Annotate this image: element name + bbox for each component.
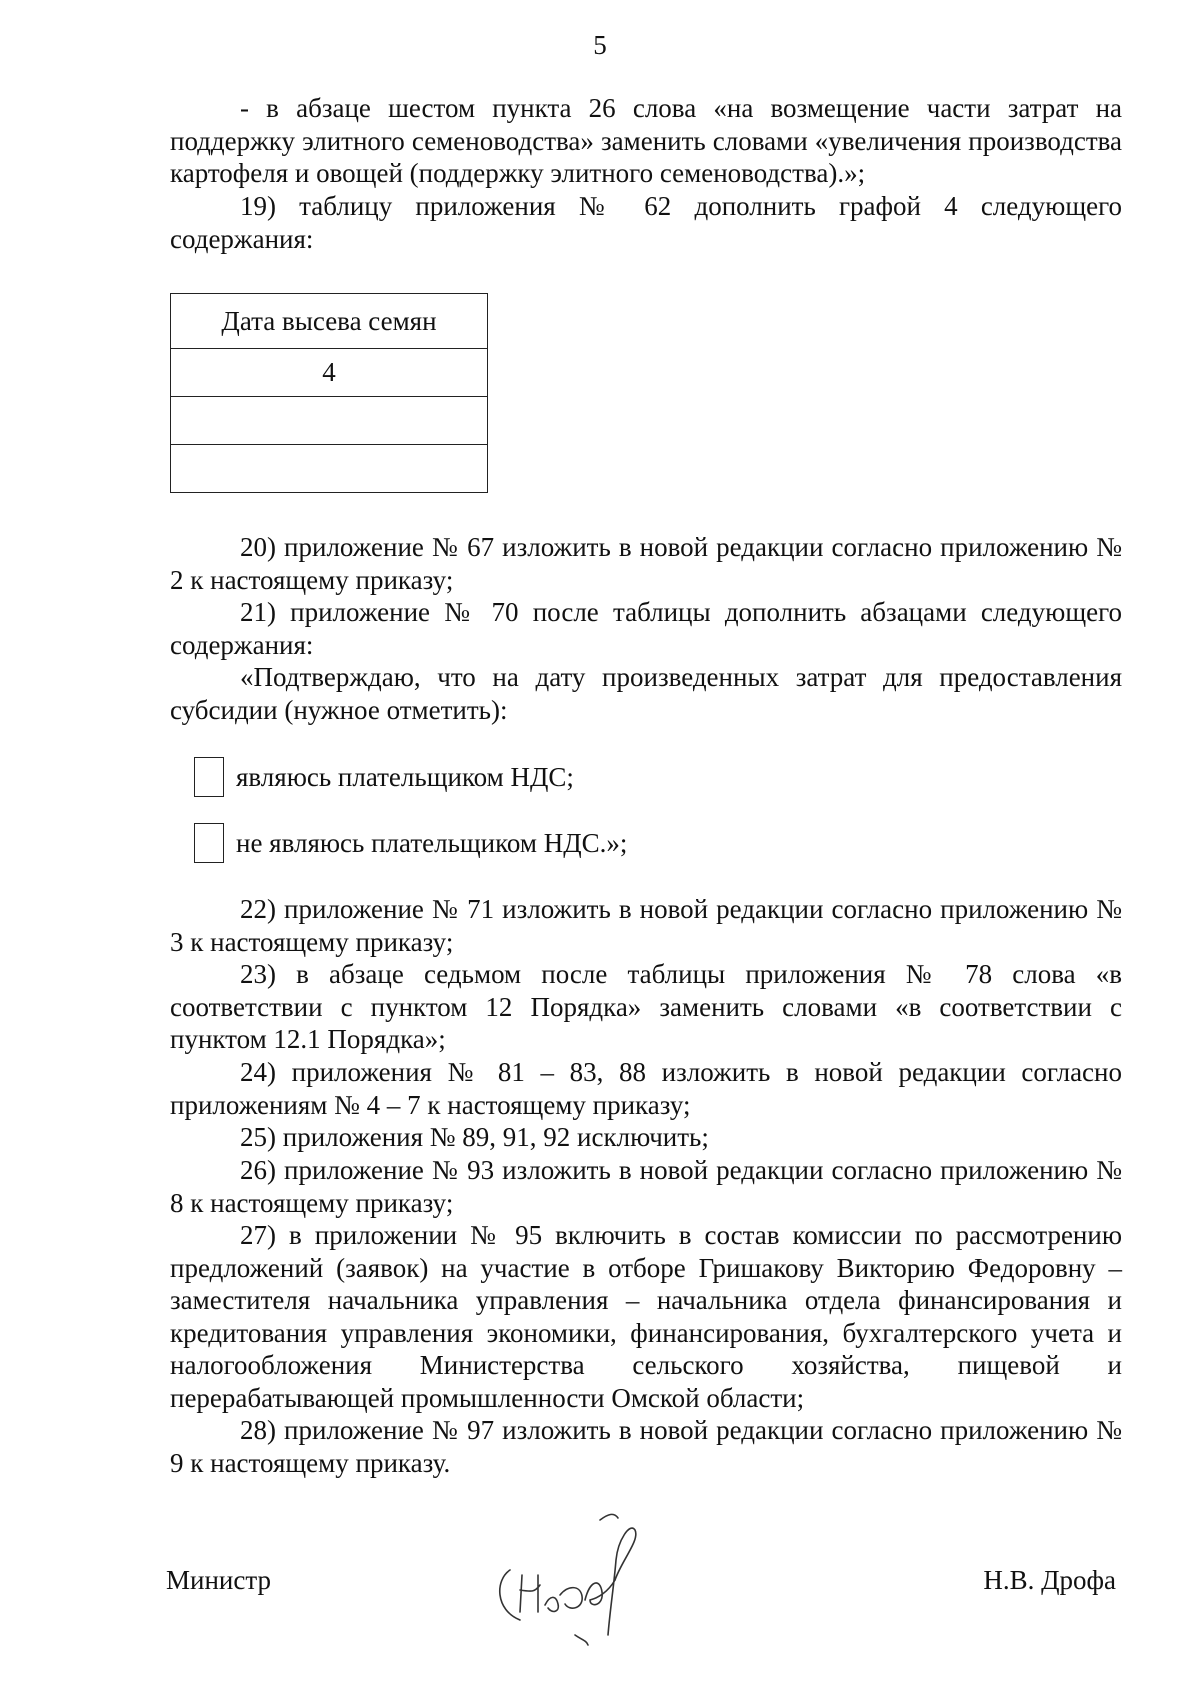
paragraph-item-25: 25) приложения № 89, 91, 92 исключить; (240, 1122, 709, 1152)
signature-block (0, 1555, 1200, 1695)
paragraph-item-23: 23) в абзаце седьмом после таблицы приложения № 78 слова «в соответствии с пунктом 12 Порядка» заменить словами «в соответствии с пунктом 12.1 Порядка»; (170, 959, 1122, 1054)
signatory-title: Министр (166, 1565, 271, 1595)
paragraph-item-24: 24) приложения № 81 – 83, 88 изложить в новой редакции согласно приложениям № 4 – 7 к настоящему приказу; (170, 1057, 1122, 1120)
paragraph-item-19: 19) таблицу приложения № 62 дополнить графой 4 следующего содержания: (170, 191, 1122, 254)
table-header-cell: Дата высева семян (171, 294, 488, 349)
paragraph-item-26-amendment: - в абзаце шестом пункта 26 слова «на возмещение части затрат на поддержку элитного семеноводства» заменить словами «увеличения производства картофеля и овощей (поддержку элитного семеноводства).»; (170, 93, 1122, 188)
checkbox-row-vat-payer[interactable] (194, 757, 574, 797)
paragraph-item-28: 28) приложение № 97 изложить в новой редакции согласно приложению № 9 к настоящему приказу. (170, 1415, 1122, 1478)
checkbox-vat-payer[interactable] (194, 757, 224, 797)
checkbox-row-not-vat-payer[interactable] (194, 823, 627, 863)
checkbox-label: являюсь плательщиком НДС; (236, 761, 574, 792)
signatory-name: Н.В. Дрофа (983, 1565, 1116, 1595)
handwritten-signature-image (490, 1500, 660, 1650)
graph-4-table (170, 293, 488, 493)
table-number-cell: 4 (171, 349, 488, 397)
paragraph-item-27: 27) в приложении № 95 включить в состав комиссии по рассмотрению предложений (заявок) на участие в отборе Гришакову Викторию Федоровну – заместителя начальника управления – начальника отдела финансирования и кредитования управления экономики, финансирования, бухгалтерского учета и налогообложения Министерства сельского хозяйства, пищевой и перерабатывающей промышленности Омской области; (170, 1220, 1122, 1413)
page-number: 5 (593, 30, 607, 60)
checkbox-not-vat-payer[interactable] (194, 823, 224, 863)
paragraph-quote: «Подтверждаю, что на дату произведенных затрат для предоставления субсидии (нужное отметить): (170, 662, 1122, 725)
paragraph-item-20: 20) приложение № 67 изложить в новой редакции согласно приложению № 2 к настоящему приказу; (170, 532, 1122, 595)
table-empty-cell (171, 445, 488, 493)
checkbox-label: не являюсь плательщиком НДС.»; (236, 827, 628, 858)
paragraph-item-21: 21) приложение № 70 после таблицы дополнить абзацами следующего содержания: (170, 597, 1122, 660)
paragraph-item-22: 22) приложение № 71 изложить в новой редакции согласно приложению № 3 к настоящему приказу; (170, 894, 1122, 957)
table-empty-cell (171, 397, 488, 445)
paragraph-item-26: 26) приложение № 93 изложить в новой редакции согласно приложению № 8 к настоящему приказу; (170, 1155, 1122, 1218)
